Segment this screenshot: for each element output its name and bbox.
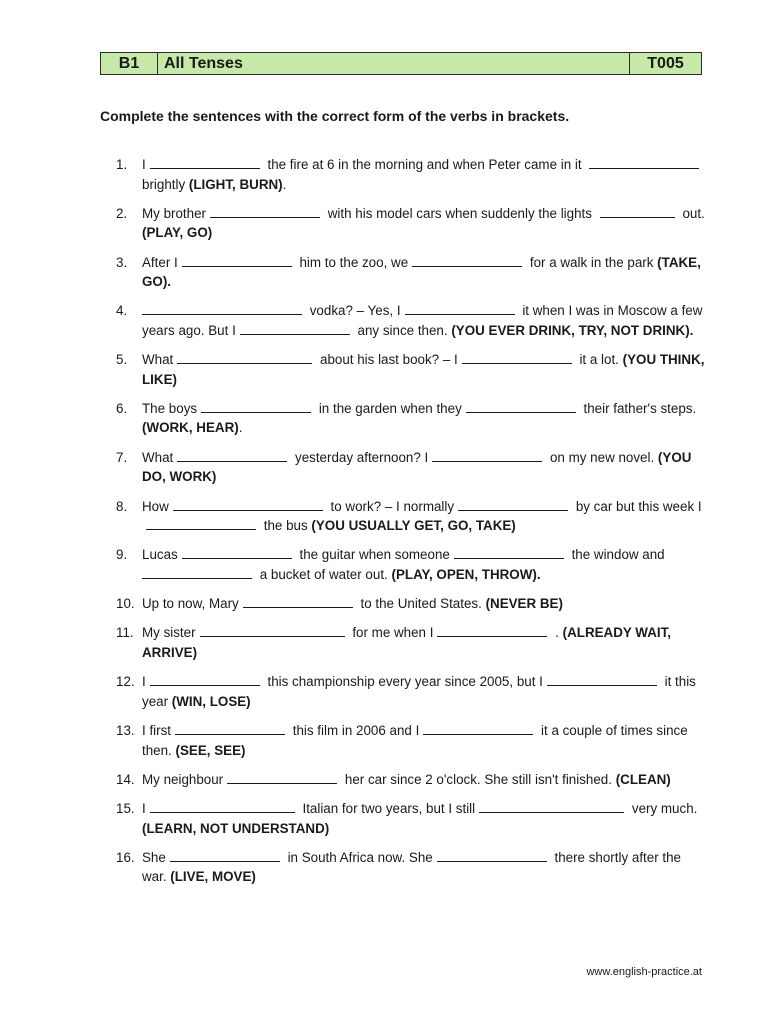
answer-blank[interactable] xyxy=(462,351,572,364)
item-text: She in South Africa now. She there shortly after the war. (LIVE, MOVE) xyxy=(142,849,681,885)
answer-blank[interactable] xyxy=(146,517,256,530)
exercise-item xyxy=(116,594,706,614)
item-number: 11. xyxy=(116,625,134,641)
exercise-item xyxy=(116,721,706,760)
level-label: B1 xyxy=(101,53,158,74)
item-number: 7. xyxy=(116,449,128,465)
answer-blank[interactable] xyxy=(150,800,295,813)
exercise-item xyxy=(116,204,706,243)
answer-blank[interactable] xyxy=(227,771,337,784)
item-text: My brother with his model cars when suddenly the lights out. (PLAY, GO) xyxy=(142,205,705,241)
exercise-item xyxy=(116,770,706,790)
worksheet-header xyxy=(100,52,702,75)
answer-blank[interactable] xyxy=(466,400,576,413)
item-text: What about his last book? – I it a lot. (YOU THINK, LIKE) xyxy=(142,352,705,387)
answer-blank[interactable] xyxy=(150,156,260,169)
answer-blank[interactable] xyxy=(182,254,292,267)
answer-blank[interactable] xyxy=(432,449,542,462)
answer-blank[interactable] xyxy=(173,498,323,511)
answer-blank[interactable] xyxy=(405,302,515,315)
item-number: 15. xyxy=(116,801,135,817)
item-number: 10. xyxy=(116,596,135,612)
exercise-item xyxy=(116,155,706,194)
exercise-item xyxy=(116,350,706,389)
answer-blank[interactable] xyxy=(170,849,280,862)
item-number: 4. xyxy=(116,303,128,319)
item-number: 14. xyxy=(116,771,135,787)
item-text: I this championship every year since 2005, but I it this year (WIN, LOSE) xyxy=(142,674,696,709)
answer-blank[interactable] xyxy=(177,449,287,462)
answer-blank[interactable] xyxy=(182,546,292,559)
item-text: I Italian for two years, but I still very much. (LEARN, NOT UNDERSTAND) xyxy=(142,801,698,836)
exercise-item xyxy=(116,799,706,838)
instructions: Complete the sentences with the correct form of the verbs in brackets. xyxy=(100,108,570,124)
answer-blank[interactable] xyxy=(240,322,350,335)
item-text: My neighbour her car since 2 o'clock. She still isn't finished. (CLEAN) xyxy=(142,771,671,787)
item-number: 2. xyxy=(116,205,128,221)
answer-blank[interactable] xyxy=(142,566,252,579)
item-text: What yesterday afternoon? I on my new novel. (YOU DO, WORK) xyxy=(142,449,692,485)
item-number: 5. xyxy=(116,352,128,368)
item-text: I first this film in 2006 and I it a couple of times since then. (SEE, SEE) xyxy=(142,723,688,758)
exercise-item xyxy=(116,623,706,662)
exercise-item xyxy=(116,545,706,584)
item-number: 9. xyxy=(116,547,128,563)
answer-blank[interactable] xyxy=(142,302,302,315)
answer-blank[interactable] xyxy=(210,205,320,218)
answer-blank[interactable] xyxy=(547,673,657,686)
answer-blank[interactable] xyxy=(589,156,699,169)
answer-blank[interactable] xyxy=(600,205,675,218)
worksheet-title: All Tenses xyxy=(164,54,243,72)
answer-blank[interactable] xyxy=(423,722,533,735)
item-number: 12. xyxy=(116,674,135,690)
item-text: My sister for me when I . (ALREADY WAIT, ARRIVE) xyxy=(142,625,672,660)
answer-blank[interactable] xyxy=(454,546,564,559)
item-number: 8. xyxy=(116,498,128,514)
exercise-item xyxy=(116,301,706,340)
answer-blank[interactable] xyxy=(437,624,547,637)
answer-blank[interactable] xyxy=(177,351,312,364)
answer-blank[interactable] xyxy=(437,849,547,862)
item-text: After I him to the zoo, we for a walk in the park (TAKE, GO). xyxy=(142,254,701,290)
exercise-list xyxy=(116,155,706,897)
exercise-item xyxy=(116,253,706,292)
answer-blank[interactable] xyxy=(150,673,260,686)
answer-blank[interactable] xyxy=(479,800,624,813)
item-text: Lucas the guitar when someone the window and a bucket of water out. (PLAY, OPEN, THROW). xyxy=(142,547,665,582)
item-text: How to work? – I normally by car but this week I the bus (YOU USUALLY GET, GO, TAKE) xyxy=(142,498,702,534)
answer-blank[interactable] xyxy=(458,498,568,511)
answer-blank[interactable] xyxy=(201,400,311,413)
item-text: Up to now, Mary to the United States. (NEVER BE) xyxy=(142,596,563,612)
answer-blank[interactable] xyxy=(412,254,522,267)
answer-blank[interactable] xyxy=(200,624,345,637)
answer-blank[interactable] xyxy=(175,722,285,735)
item-number: 3. xyxy=(116,254,128,270)
item-text: I the fire at 6 in the morning and when Peter came in it brightly (LIGHT, BURN). xyxy=(142,155,706,194)
worksheet-code: T005 xyxy=(629,53,701,74)
item-text: vodka? – Yes, I it when I was in Moscow a few years ago. But I any since then. (YOU EVER DRINK, TRY, NOT DRINK). xyxy=(142,303,703,338)
item-number: 1. xyxy=(116,157,128,172)
answer-blank[interactable] xyxy=(243,595,353,608)
item-number: 13. xyxy=(116,723,135,739)
footer-website: www.english-practice.at xyxy=(586,966,702,978)
exercise-item xyxy=(116,497,706,536)
exercise-item xyxy=(116,448,706,487)
item-number: 6. xyxy=(116,400,128,416)
item-number: 16. xyxy=(116,849,135,865)
exercise-item xyxy=(116,672,706,711)
item-text: The boys in the garden when they their father's steps. (WORK, HEAR). xyxy=(142,400,697,436)
exercise-item xyxy=(116,399,706,438)
exercise-item xyxy=(116,848,706,887)
